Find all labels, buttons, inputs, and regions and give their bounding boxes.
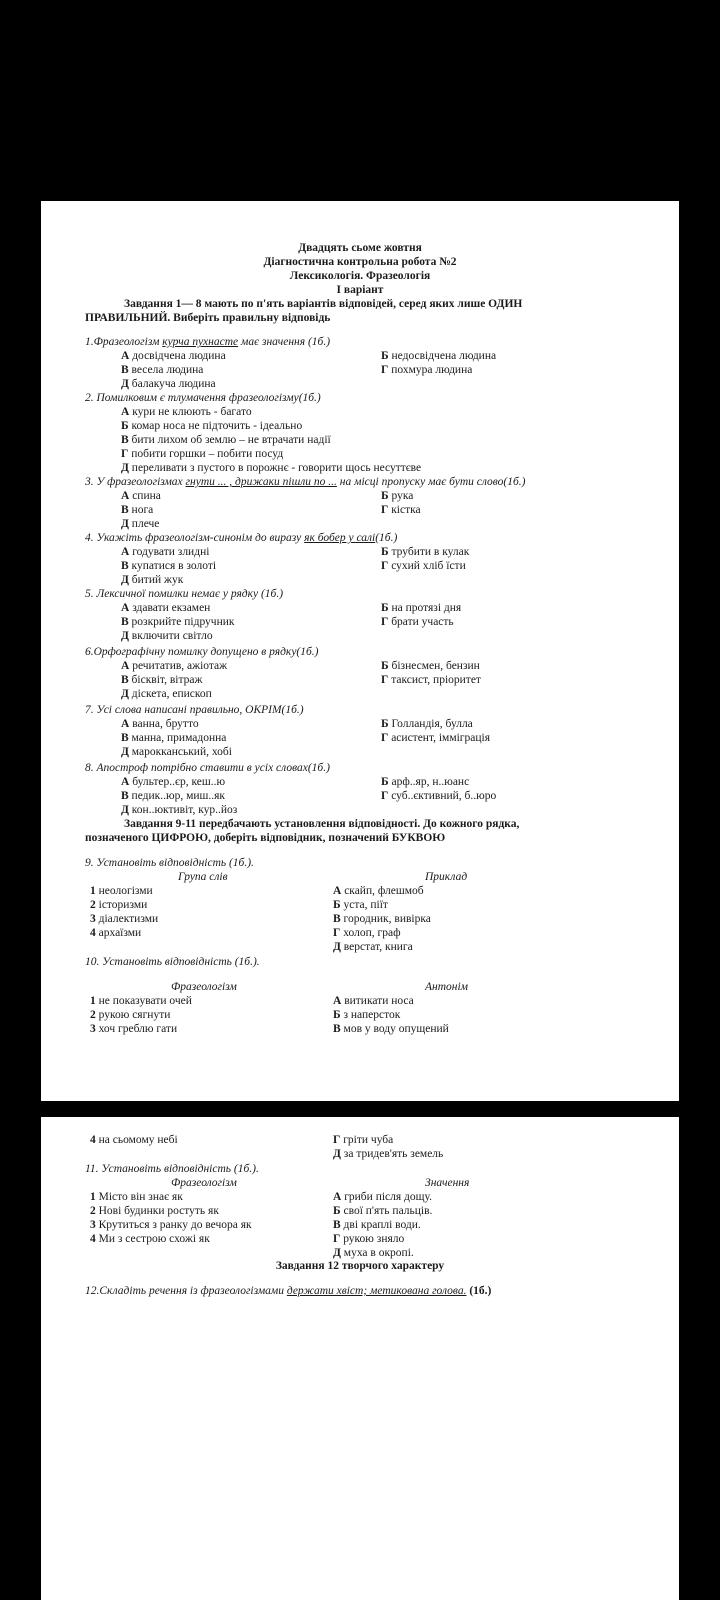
worksheet-page-1 — [41, 201, 679, 1101]
q10-left-2: 2 рукою сягнути — [90, 1009, 171, 1021]
q9-right-d[interactable]: Д верстат, книга — [333, 941, 413, 953]
q1-option-g[interactable]: Г похмура людина — [381, 364, 473, 376]
q3-option-a[interactable]: А спина — [121, 490, 161, 502]
instruction-12: Завдання 12 творчого характеру — [275, 1260, 445, 1272]
q2-option-g[interactable]: Г побити горшки – побити посуд — [121, 448, 284, 460]
instruction-9-11-cont: позначеного ЦИФРОЮ, доберіть відповідник, позначений БУКВОЮ — [85, 832, 446, 844]
question-8: 8. Апостроф потрібно ставити в усіх словах(1б.) — [85, 762, 330, 774]
q8-option-g[interactable]: Г суб..єктивний, б..юро — [381, 790, 497, 802]
q4-option-d[interactable]: Д битий жук — [121, 574, 184, 586]
doc-date: Двадцять сьоме жовтня — [298, 242, 422, 254]
q11-left-heading: Фразеологізм — [171, 1177, 237, 1189]
q6-option-g[interactable]: Г таксист, пріоритет — [381, 674, 481, 686]
q11-right-g[interactable]: Г рукою зняло — [333, 1233, 405, 1245]
q8-option-d[interactable]: Д кон..юктивіт, кур..йоз — [121, 804, 238, 816]
q9-left-heading: Група слів — [178, 871, 228, 883]
q2-option-b[interactable]: Б комар носа не підточить - ідеально — [121, 420, 303, 432]
q6-option-b[interactable]: Б бізнесмен, бензин — [381, 660, 480, 672]
q4-option-g[interactable]: Г сухий хліб їсти — [381, 560, 466, 572]
doc-title: Діагностична контрольна робота №2 — [263, 256, 457, 268]
q1-option-b[interactable]: Б недосвідчена людина — [381, 350, 497, 362]
question-5: 5. Лексичної помилки немає у рядку (1б.) — [85, 588, 284, 600]
q8-option-a[interactable]: А бультер..єр, кеш..ю — [121, 776, 226, 788]
q5-option-d[interactable]: Д включити світло — [121, 630, 213, 642]
q4-option-v[interactable]: В купатися в золоті — [121, 560, 217, 572]
q9-left-2: 2 історизми — [90, 899, 148, 911]
q5-option-v[interactable]: В розкрийте підручник — [121, 616, 235, 628]
q10-right-a[interactable]: А витикати носа — [333, 995, 414, 1007]
q10-left-heading: Фразеологізм — [171, 981, 237, 993]
q3-option-v[interactable]: В нога — [121, 504, 154, 516]
q11-right-b[interactable]: Б свої п'ять пальців. — [333, 1205, 433, 1217]
question-2: 2. Помилковим є тлумачення фразеологізму(1б.) — [85, 392, 321, 404]
doc-subject: Лексикологія. Фразеологія — [289, 270, 431, 282]
q11-left-4: 4 Ми з сестрою схожі як — [90, 1233, 210, 1245]
q10-left-1: 1 не показувати очей — [90, 995, 192, 1007]
question-3: 3. У фразеологізмах гнути ... , дрижаки пішли по ... на місці пропуску має бути слово(1б.) — [85, 476, 526, 488]
doc-variant: І варіант — [336, 284, 384, 296]
q10-right-b[interactable]: Б з наперсток — [333, 1009, 401, 1021]
question-4: 4. Укажіть фразеологізм-синонім до виразу як бобер у салі(1б.) — [85, 532, 398, 544]
q9-right-v[interactable]: В городник, вивірка — [333, 913, 431, 925]
q5-option-g[interactable]: Г брати участь — [381, 616, 454, 628]
q10-left-4: 4 на сьомому небі — [90, 1134, 178, 1146]
question-12: 12.Складіть речення із фразеологізмами держати хвіст; метикована голова. (1б.) — [85, 1285, 492, 1297]
question-7: 7. Усі слова написані правильно, ОКРІМ(1б.) — [85, 704, 304, 716]
q1-option-d[interactable]: Д балакуча людина — [121, 378, 216, 390]
q3-option-b[interactable]: Б рука — [381, 490, 414, 502]
question-10: 10. Установіть відповідність (1б.). — [85, 956, 260, 968]
q9-left-4: 4 архаїзми — [90, 927, 142, 939]
q10-left-3: 3 хоч греблю гати — [90, 1023, 178, 1035]
q7-option-v[interactable]: В манна, примадонна — [121, 732, 227, 744]
q10-right-d[interactable]: Д за тридев'ять земель — [333, 1148, 444, 1160]
q9-right-heading: Приклад — [425, 871, 468, 883]
question-1: 1.Фразеологізм курча пухнасте має значення (1б.) — [85, 336, 331, 348]
q1-option-a[interactable]: А досвідчена людина — [121, 350, 226, 362]
question-11: 11. Установіть відповідність (1б.). — [85, 1163, 259, 1175]
q7-option-d[interactable]: Д марокканський, хобі — [121, 746, 232, 758]
question-6: 6.Орфографічну помилку допущено в рядку(1б.) — [85, 646, 319, 658]
q10-right-heading: Антонім — [425, 981, 469, 993]
q2-option-a[interactable]: А кури не клюють - багато — [121, 406, 252, 418]
q10-right-v[interactable]: В мов у воду опущений — [333, 1023, 449, 1035]
q1-option-v[interactable]: В весела людина — [121, 364, 204, 376]
q11-left-1: 1 Місто він знає як — [90, 1191, 183, 1203]
q9-right-a[interactable]: А скайп, флешмоб — [333, 885, 424, 897]
q11-right-heading: Значення — [425, 1177, 470, 1189]
q11-left-3: 3 Крутиться з ранку до вечора як — [90, 1219, 252, 1231]
q10-right-g[interactable]: Г гріти чуба — [333, 1134, 394, 1146]
q11-right-a[interactable]: А гриби після дощу. — [333, 1191, 432, 1203]
q11-right-d[interactable]: Д муха в окропі. — [333, 1247, 414, 1259]
q3-option-d[interactable]: Д плече — [121, 518, 160, 530]
q5-option-a[interactable]: А здавати екзамен — [121, 602, 211, 614]
instruction-9-11: Завдання 9-11 передбачають установлення відповідності. До кожного рядка, — [124, 818, 520, 830]
q9-right-b[interactable]: Б уста, піїт — [333, 899, 388, 911]
q7-option-g[interactable]: Г асистент, імміграція — [381, 732, 491, 744]
q3-option-g[interactable]: Г кістка — [381, 504, 421, 516]
q8-option-b[interactable]: Б арф..яр, н..юанс — [381, 776, 470, 788]
q7-option-a[interactable]: А ванна, брутто — [121, 718, 199, 730]
q6-option-a[interactable]: А речитатив, ажіотаж — [121, 660, 228, 672]
q9-left-3: 3 діалектизми — [90, 913, 159, 925]
q9-left-1: 1 неологізми — [90, 885, 153, 897]
question-9: 9. Установіть відповідність (1б.). — [85, 857, 254, 869]
q7-option-b[interactable]: Б Голландія, булла — [381, 718, 473, 730]
q6-option-d[interactable]: Д діскета, епископ — [121, 688, 212, 700]
instruction-1-8: Завдання 1— 8 мають по п'ять варіантів відповідей, серед яких лише ОДИН — [124, 298, 523, 310]
instruction-1-8-cont: ПРАВИЛЬНИЙ. Виберіть правильну відповідь — [85, 312, 331, 324]
q5-option-b[interactable]: Б на протязі дня — [381, 602, 462, 614]
q2-option-v[interactable]: В бити лихом об землю – не втрачати надії — [121, 434, 331, 446]
q8-option-v[interactable]: В педик..юр, миш..як — [121, 790, 226, 802]
q9-right-g[interactable]: Г холоп, граф — [333, 927, 401, 939]
q6-option-v[interactable]: В бісквіт, вітраж — [121, 674, 203, 686]
q4-option-b[interactable]: Б трубити в кулак — [381, 546, 470, 558]
q11-right-v[interactable]: В дві краплі води. — [333, 1219, 421, 1231]
q4-option-a[interactable]: А годувати злидні — [121, 546, 210, 558]
q11-left-2: 2 Нові будинки ростуть як — [90, 1205, 219, 1217]
worksheet-page-2 — [41, 1117, 679, 1600]
q2-option-d[interactable]: Д переливати з пустого в порожнє - говорити щось несуттєве — [121, 462, 422, 474]
